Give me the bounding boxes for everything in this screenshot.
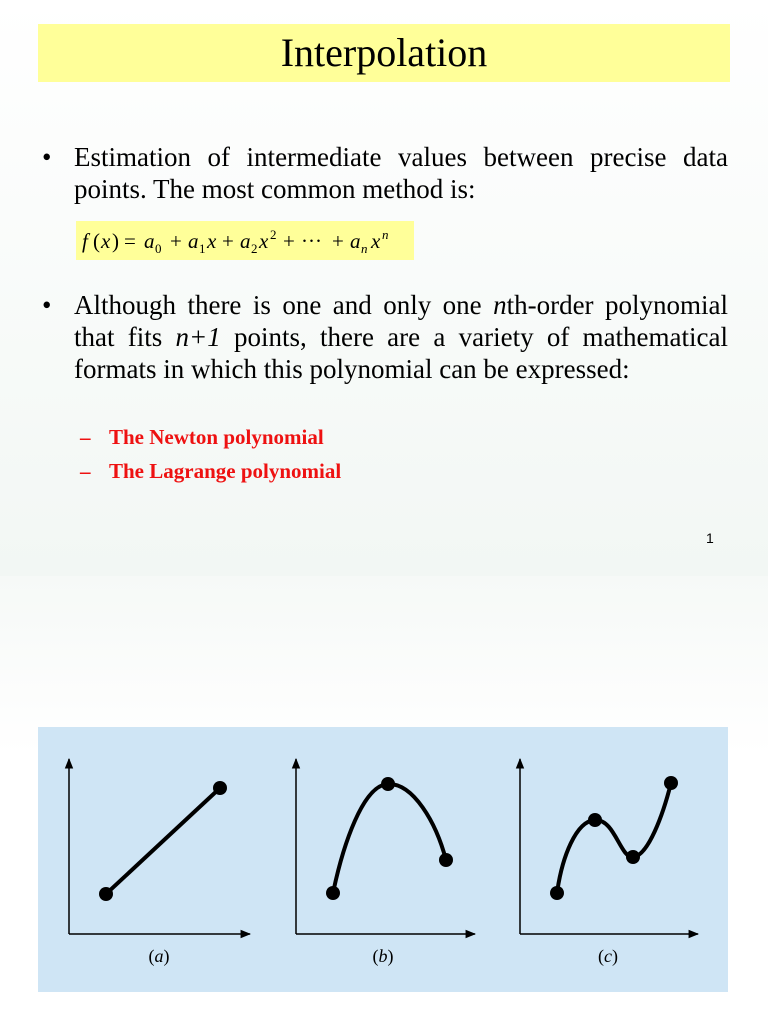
panel-c — [520, 759, 698, 967]
equation-box — [76, 221, 414, 260]
panel-c-letter: c — [604, 946, 612, 966]
bullet-2-text-pre: Although there is one and only one — [74, 290, 494, 320]
bullet-2-text — [74, 289, 728, 385]
panel-b-letter: b — [378, 946, 388, 966]
interpolation-figure — [38, 727, 728, 992]
bullet-2-n: n — [493, 290, 507, 320]
bullet-1-text: Estimation of intermediate values between precise data points. The most common method is: — [74, 142, 728, 204]
bullet-2 — [38, 289, 728, 385]
subitem-lagrange-label: The Lagrange polynomial — [109, 459, 342, 483]
panel-c-label: (c) — [598, 946, 618, 966]
panel-b-point — [326, 886, 340, 900]
panel-a — [69, 759, 250, 967]
panel-b-point — [439, 853, 453, 867]
bullet-1 — [38, 141, 728, 205]
panel-c-point — [550, 886, 564, 900]
panel-a-point — [99, 887, 113, 901]
panel-a-letter: a — [154, 946, 164, 966]
bullet-dot: • — [42, 142, 52, 172]
page-number: 1 — [706, 530, 714, 546]
panel-c-point — [588, 813, 602, 827]
bullet-2-text-post: points, there are a variety of mathematical formats in which this polynomial can be expressed: — [74, 322, 728, 384]
bullet-dot: • — [42, 290, 52, 320]
panel-c-point — [664, 776, 678, 790]
panel-a-line — [106, 788, 220, 894]
panel-c-curve — [557, 783, 671, 893]
slide-title: Interpolation — [280, 30, 488, 75]
svg-text:f (x) =: f (x) = a0 + a1 x + a2 x 2 + ··· + an x n — [82, 227, 389, 256]
panel-b-label: (b) — [372, 946, 394, 966]
panel-b — [296, 759, 475, 967]
subitem-dash: – — [80, 459, 91, 483]
subitem-newton-label: The Newton polynomial — [109, 425, 324, 449]
panel-a-point — [213, 781, 227, 795]
bullet-2-text-mid: th-order polynomial that fits — [74, 290, 728, 352]
panel-c-point — [626, 850, 640, 864]
title-bar — [38, 24, 730, 82]
panel-b-curve — [333, 784, 446, 893]
bullet-2-n-plus-1: n+1 — [175, 322, 221, 352]
polynomial-equation — [76, 221, 414, 260]
subitem-dash: – — [80, 425, 91, 449]
panel-a-label: (a) — [148, 946, 170, 966]
panel-b-point — [381, 777, 395, 791]
figure-svg — [38, 727, 728, 992]
